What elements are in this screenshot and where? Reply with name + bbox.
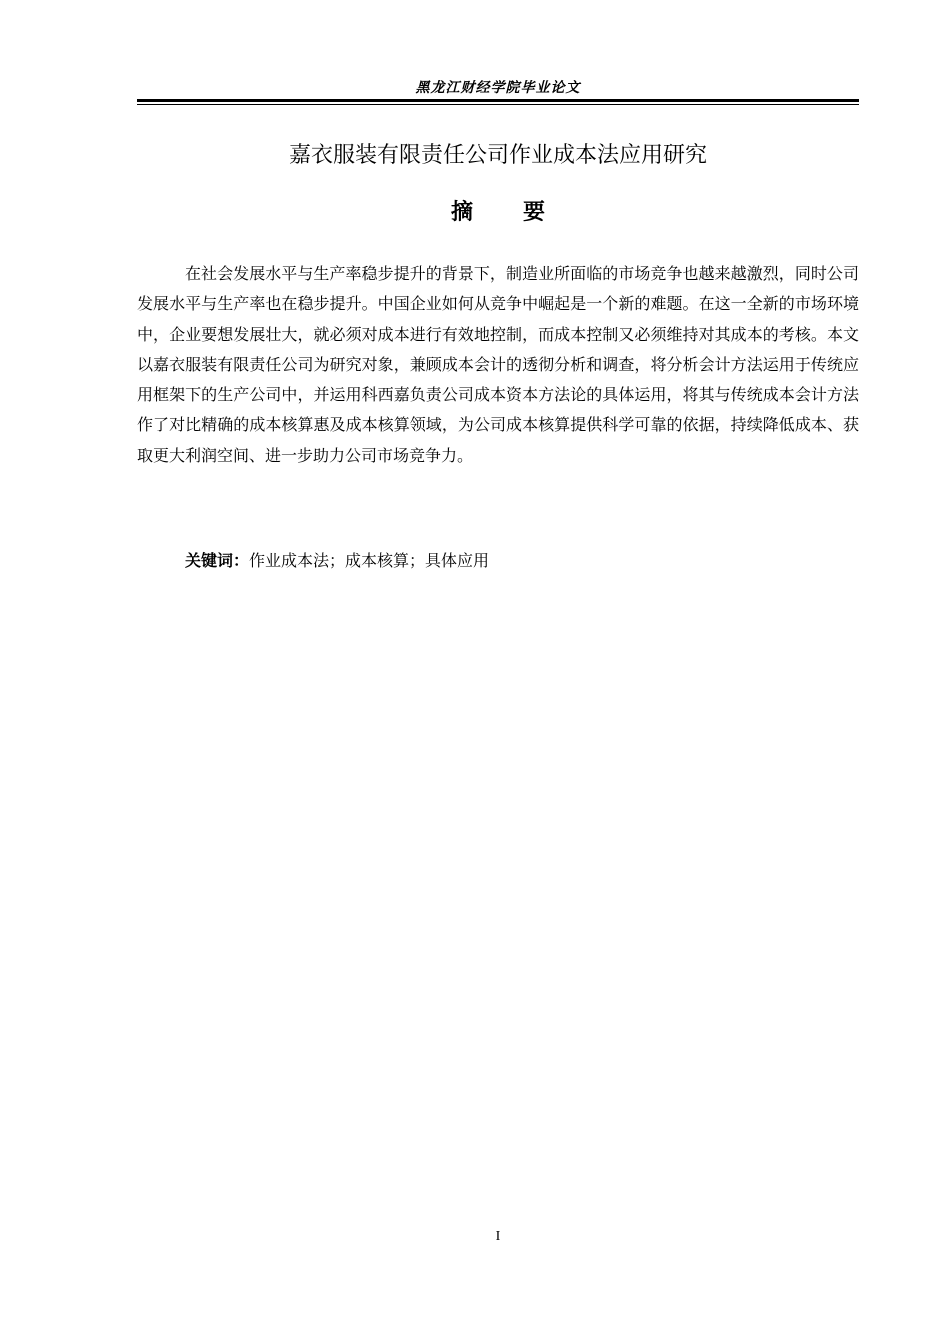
header-rule-thin [137,104,859,105]
document-title: 嘉衣服装有限责任公司作业成本法应用研究 [288,143,707,168]
abstract-paragraph: 在社会发展水平与生产率稳步提升的背景下，制造业所面临的市场竞争也越来越激烈，同时公司发展水平与生产率也在稳步提升。中国企业如何从竞争中崛起是一个新的难题。在这一全新的市场环境中，企业要想发展壮大，就必须对成本进行有效地控制，而成本控制又必须维持对其成本的考核。本文以嘉衣服装有限责任公司为研究对象，兼顾成本会计的透彻分析和调查，将分析会计方法运用于传统应用框架下的生产公司中，并运用科西嘉负责公司成本资本方法论的具体运用，将其与传统成本会计方法作了对比精确的成本核算惠及成本核算领域，为公司成本核算提供科学可靠的依据，持续降低成本、获取更大利润空间、进一步助力公司市场竞争力。 [137,264,859,465]
keywords-line [185,547,859,575]
abstract-heading: 摘要 [450,200,595,225]
header-rule-thick [137,99,859,102]
running-header: 黑龙江财经学院毕业论文 [415,80,581,96]
keywords-value: 作业成本法；成本核算；具体应用 [249,551,490,570]
keywords-label: 关键词： [185,551,250,570]
page-number: I [495,1229,501,1244]
